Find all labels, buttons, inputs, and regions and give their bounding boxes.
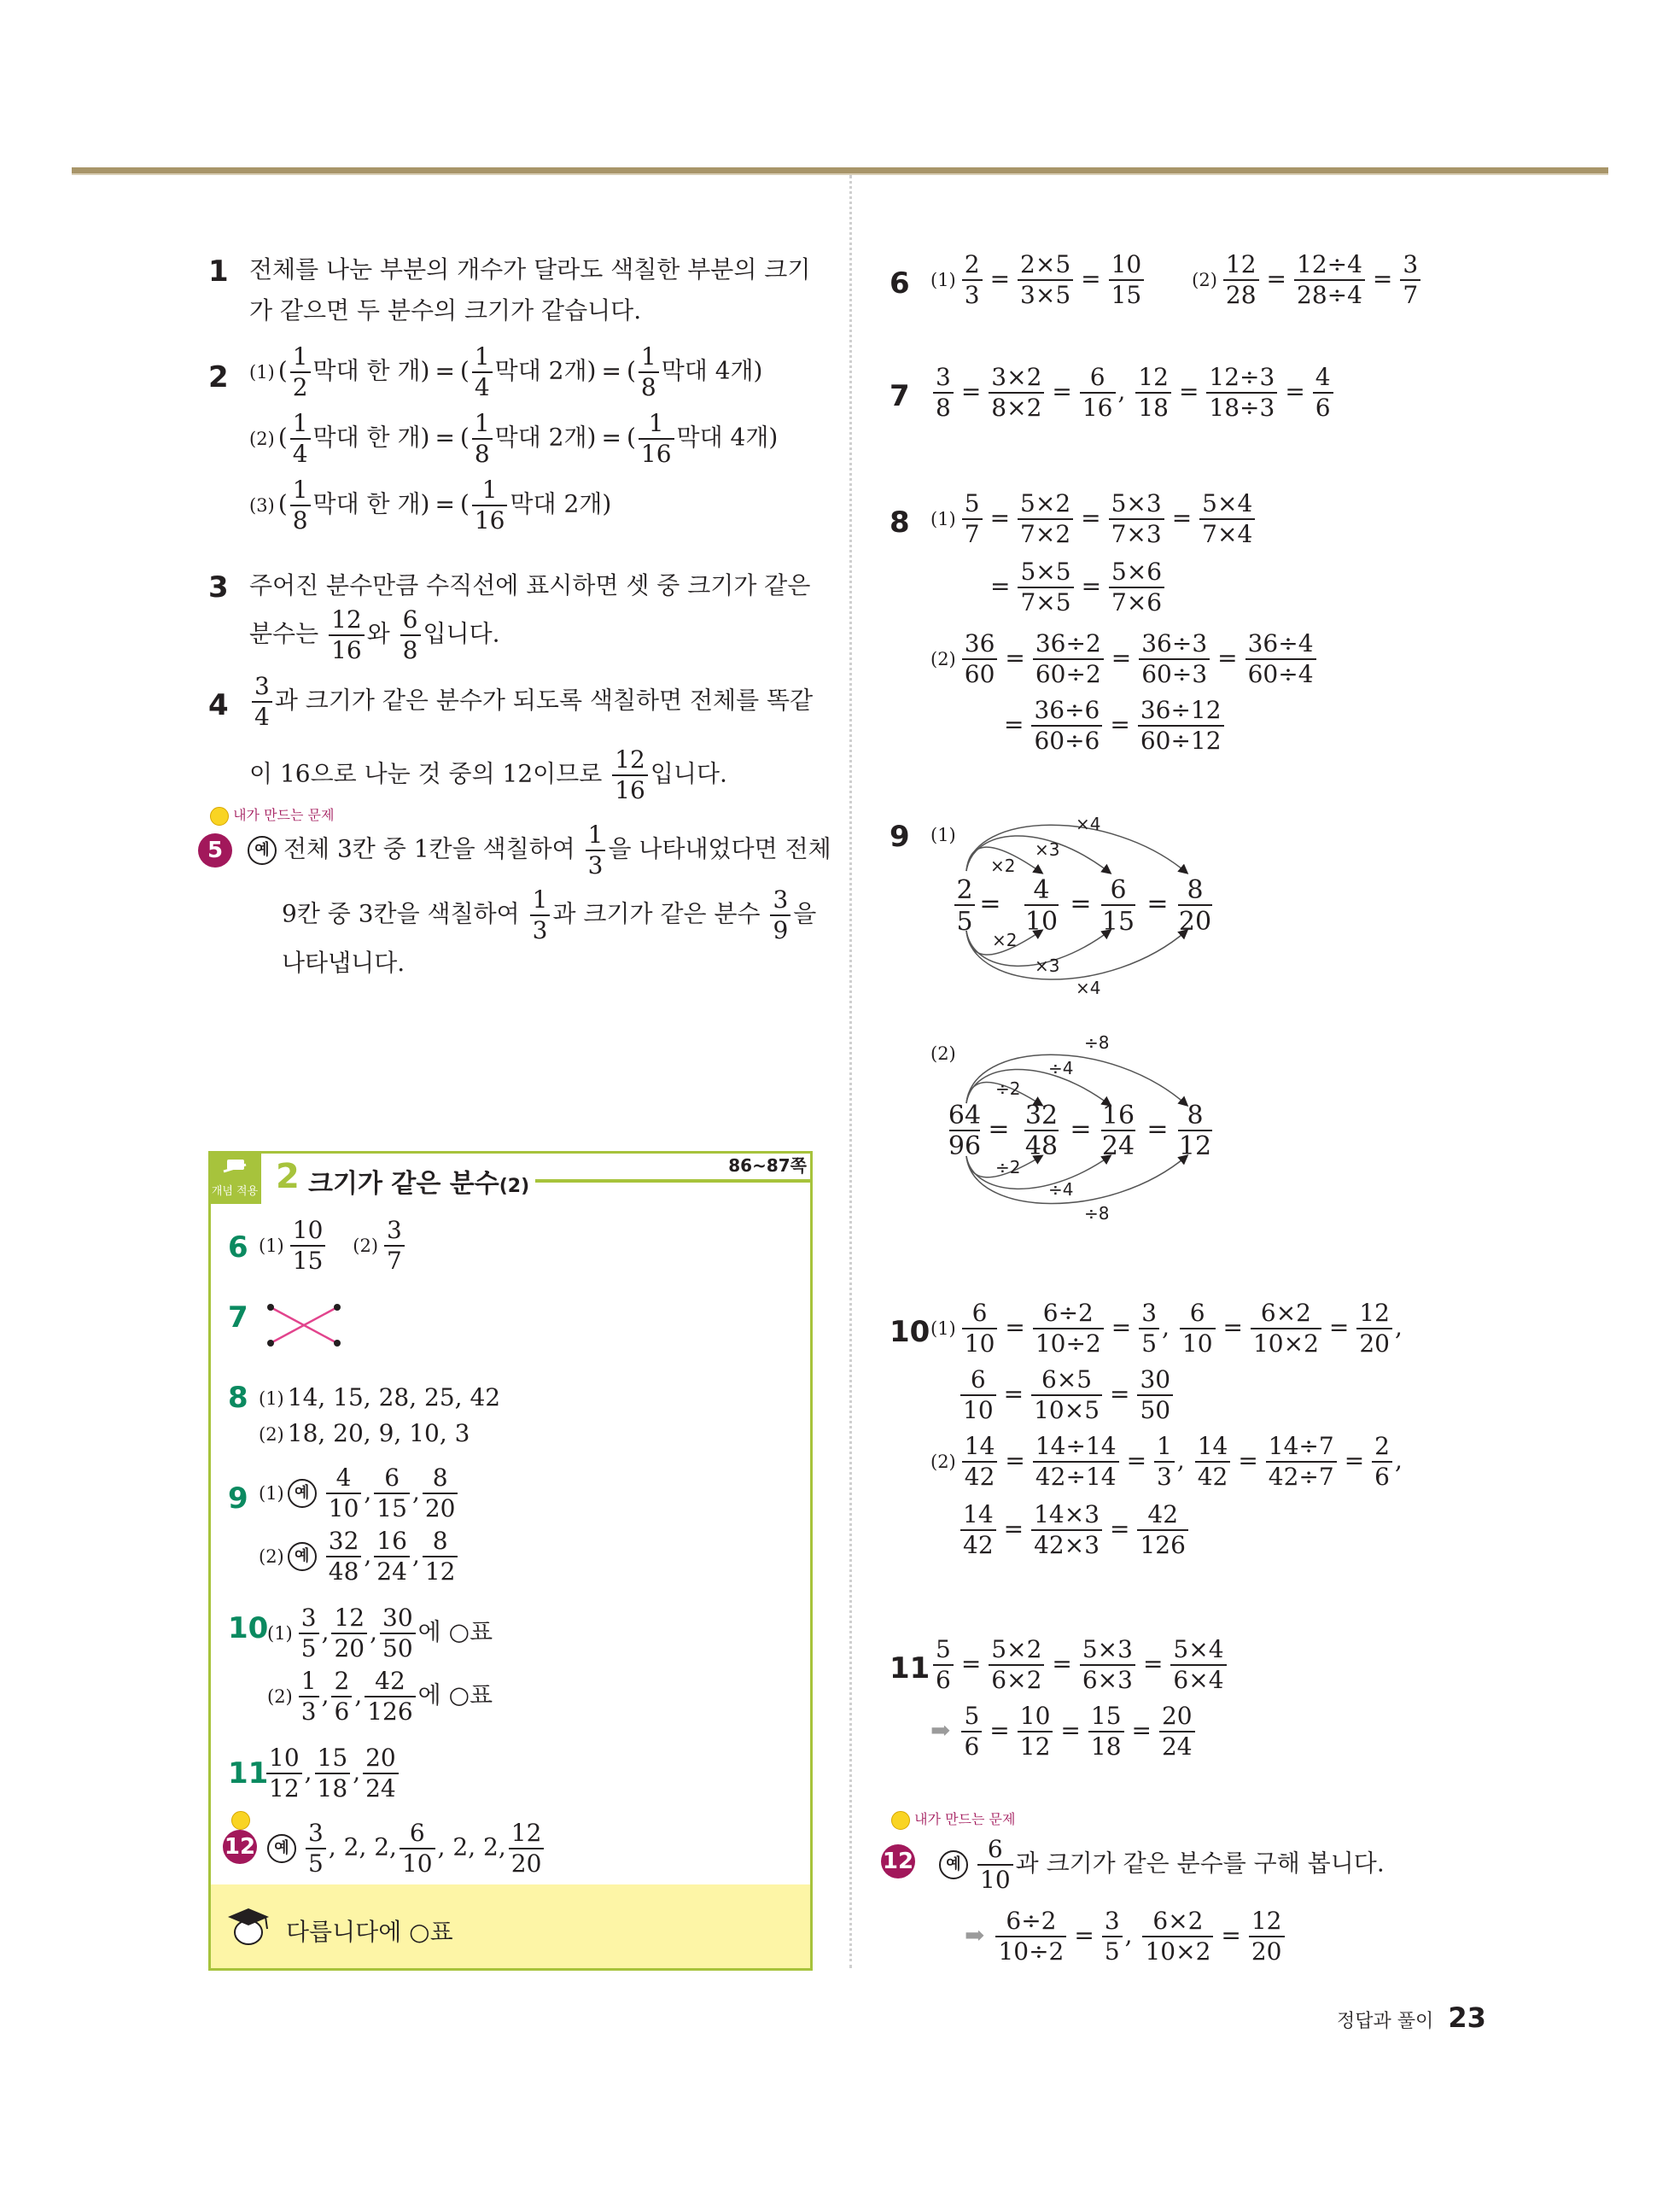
q11-row2: ➡ $\frac{5}{6}$ = $\frac{10}{12}$ = $\frac{15}{18}$ = $\frac{20}{24}$ <box>930 1704 1198 1759</box>
fraction: $\frac{3\times 2}{8\times 2}$ <box>989 365 1044 420</box>
example-mark-icon: 예 <box>248 836 277 865</box>
fraction: $\frac{12}{20}$ <box>1249 1909 1285 1964</box>
q8-number: 8 <box>890 505 910 540</box>
fraction: $\frac{12}{16}$ <box>612 748 648 803</box>
fraction: $\frac{1}{8}$ <box>290 478 311 533</box>
fraction: $\frac{5}{6}$ <box>933 1638 954 1692</box>
fraction: $\frac{6}{8}$ <box>400 608 421 663</box>
header-rule-shadow <box>72 173 1608 175</box>
q9-f1-den: 5 <box>956 907 973 937</box>
fraction: $\frac{6}{15}$ <box>374 1466 410 1521</box>
q2-row3: (3) ( $\frac{1}{8}$ 막대 한 개) = ( $\frac{1}{16}$ 막대 2개) <box>249 476 612 535</box>
a8-line2: (2) 18, 20, 9, 10, 3 <box>259 1419 470 1447</box>
q6-row: (1) $\frac{2}{3}$ = $\frac{2\times 5}{3\times 5}$ = $\frac{10}{15}$ (2) $\frac{12}{28}$ = $\frac{12\div 4}{28\div 4}$ = $\frac{3}{7}$ <box>930 253 1423 307</box>
q5-badge: 5 <box>198 833 232 868</box>
q10-row2: $\frac{6}{10}$ = $\frac{6\times 5}{10\times 5}$ = $\frac{30}{50}$ <box>958 1368 1175 1423</box>
box-title-rule <box>535 1179 810 1183</box>
fraction: $\frac{8}{12}$ <box>423 1529 458 1584</box>
fraction: $\frac{3}{4}$ <box>252 675 272 729</box>
fraction: $\frac{1}{3}$ <box>299 1669 319 1724</box>
q8-row3: (2) $\frac{36}{60}$ = $\frac{36\div 2}{60\div 2}$ = $\frac{36\div 3}{60\div 3}$ = $\frac{36\div 4}{60\div 4}$ <box>930 632 1319 687</box>
q12-tag: 내가 만드는 문제 <box>891 1808 1015 1830</box>
q12-line2: ➡ $\frac{6\div 2}{10\div 2}$ = $\frac{3}{5}$ , $\frac{6\times 2}{10\times 2}$ = $\frac{12}{20}$ <box>965 1909 1287 1964</box>
q3-line2: 분수는 $\frac{12}{16}$ 와 $\frac{6}{8}$ 입니다. <box>249 605 500 664</box>
a10-row1: (1) $\frac{3}{5}$ , $\frac{12}{20}$ , $\frac{30}{50}$ 에 ○표 <box>267 1604 493 1662</box>
q9-op-bot-x2: ×2 <box>992 930 1018 950</box>
q9-g3-num: 16 <box>1101 1101 1135 1131</box>
fraction: $\frac{3}{5}$ <box>299 1606 319 1661</box>
example-mark-icon: 예 <box>939 1850 968 1879</box>
q9-number: 9 <box>890 820 910 854</box>
a9-row2: (2) 예 $\frac{32}{48}$ , $\frac{16}{24}$ , $\frac{8}{12}$ <box>259 1529 460 1584</box>
q3-line1: 주어진 분수만큼 수직선에 표시하면 셋 중 크기가 같은 <box>249 571 811 599</box>
fraction: $\frac{1}{16}$ <box>472 478 508 533</box>
fraction: $\frac{12\div 4}{28\div 4}$ <box>1294 253 1365 307</box>
q6-number: 6 <box>890 266 910 301</box>
q9-op-top-x3: ×3 <box>1035 839 1060 860</box>
q9-op-top-d4: ÷4 <box>1048 1058 1074 1078</box>
fraction: $\frac{2\times 5}{3\times 5}$ <box>1018 253 1073 307</box>
a6-number: 6 <box>228 1230 248 1265</box>
fraction: $\frac{10}{12}$ <box>1018 1704 1053 1759</box>
q9-part2-label: (2) <box>930 1043 956 1064</box>
fraction: $\frac{5}{7}$ <box>962 492 983 546</box>
q12-line1: 예 $\frac{6}{10}$ 과 크기가 같은 분수를 구해 봅니다. <box>939 1838 1385 1892</box>
fraction: $\frac{14}{42}$ <box>960 1503 996 1557</box>
column-divider <box>849 175 852 1968</box>
q9-op-top-x4: ×4 <box>1076 814 1101 834</box>
q5-line3: 나타냅니다. <box>282 949 405 977</box>
q9-f3-den: 15 <box>1101 907 1135 937</box>
q10-number: 10 <box>890 1315 930 1349</box>
fraction: $\frac{12}{20}$ <box>1356 1301 1392 1356</box>
a12-smile <box>231 1811 250 1830</box>
smile-icon <box>210 807 229 826</box>
fraction: $\frac{6}{10}$ <box>400 1821 435 1876</box>
fraction: $\frac{4}{10}$ <box>326 1466 362 1521</box>
fraction: $\frac{20}{24}$ <box>363 1746 399 1801</box>
fraction: $\frac{10}{15}$ <box>290 1218 326 1273</box>
fraction: $\frac{5\times 2}{6\times 2}$ <box>989 1638 1044 1692</box>
q9-diagram1 <box>939 811 1246 1008</box>
q2-row2: (2) ( $\frac{1}{4}$ 막대 한 개) = ( $\frac{1}{8}$ 막대 2개) = ( $\frac{1}{16}$ 막대 4개) <box>249 409 779 468</box>
q7-row: $\frac{3}{8}$ = $\frac{3\times 2}{8\times 2}$ = $\frac{6}{16}$ , $\frac{12}{18}$ = $\frac{12\div 3}{18\div 3}$ = $\frac{4}{6}$ <box>930 365 1336 420</box>
box-header <box>211 1154 810 1201</box>
q7-number: 7 <box>890 379 910 413</box>
fraction: $\frac{3}{5}$ <box>1102 1909 1123 1964</box>
fraction: $\frac{12}{28}$ <box>1223 253 1259 307</box>
box-footer <box>211 1884 810 1968</box>
fraction: $\frac{14\div 7}{42\div 7}$ <box>1266 1434 1337 1489</box>
fraction: $\frac{2}{3}$ <box>962 253 983 307</box>
fraction: $\frac{1}{3}$ <box>530 888 551 943</box>
fraction: $\frac{6}{10}$ <box>1180 1301 1216 1356</box>
fraction: $\frac{14}{42}$ <box>962 1434 998 1489</box>
box-pages: 86~87쪽 <box>728 1155 807 1176</box>
fraction: $\frac{6\div 2}{10\div 2}$ <box>1033 1301 1104 1356</box>
q1-number: 1 <box>208 254 229 289</box>
fraction: $\frac{16}{24}$ <box>374 1529 410 1584</box>
fraction: $\frac{6\times 2}{10\times 2}$ <box>1251 1301 1321 1356</box>
a11-number: 11 <box>228 1756 269 1791</box>
q11-row1: $\frac{5}{6}$ = $\frac{5\times 2}{6\times 2}$ = $\frac{5\times 3}{6\times 3}$ = $\frac{5\times 4}{6\times 4}$ <box>930 1638 1229 1692</box>
fraction: $\frac{2}{6}$ <box>1372 1434 1392 1489</box>
fraction: $\frac{1}{4}$ <box>472 345 493 400</box>
arrow-right-icon: ➡ <box>965 1920 985 1949</box>
a6-answer: (1) $\frac{10}{15}$ (2) $\frac{3}{7}$ <box>259 1218 407 1273</box>
fraction: $\frac{3}{8}$ <box>933 365 954 420</box>
q9-op-top-d2: ÷2 <box>995 1078 1021 1099</box>
q8-row4: = $\frac{36\div 6}{60\div 6}$ = $\frac{36\div 12}{60\div 12}$ <box>999 698 1227 753</box>
fraction: $\frac{1}{2}$ <box>290 345 311 400</box>
fraction: $\frac{30}{50}$ <box>380 1606 416 1661</box>
q8-row2: = $\frac{5\times 5}{7\times 5}$ = $\frac{5\times 6}{7\times 6}$ <box>985 560 1167 615</box>
fraction: $\frac{42}{126}$ <box>1137 1503 1187 1557</box>
a9-row1: (1) 예 $\frac{4}{10}$ , $\frac{6}{15}$ , $\frac{8}{20}$ <box>259 1466 460 1521</box>
q9-op-top-d8: ÷8 <box>1084 1032 1110 1053</box>
fraction: $\frac{36\div 3}{60\div 3}$ <box>1139 632 1210 687</box>
fraction: $\frac{6}{10}$ <box>977 1838 1013 1892</box>
q9-eq6: = <box>1146 1114 1169 1144</box>
fraction: $\frac{5}{6}$ <box>961 1704 982 1759</box>
q10-row4: $\frac{14}{42}$ = $\frac{14\times 3}{42\times 3}$ = $\frac{42}{126}$ <box>958 1503 1191 1557</box>
fraction: $\frac{6\div 2}{10\div 2}$ <box>995 1909 1066 1964</box>
arrow-right-icon: ➡ <box>930 1715 951 1744</box>
fraction: $\frac{20}{24}$ <box>1159 1704 1195 1759</box>
q10-row3: (2) $\frac{14}{42}$ = $\frac{14\div 14}{42\div 14}$ = $\frac{1}{3}$ , $\frac{14}{42}$ = $\frac{14\div 7}{42\div 7}$ = $\frac{2}{6}$ , <box>930 1432 1403 1491</box>
q9-diagram2 <box>939 1028 1246 1230</box>
fraction: $\frac{3}{9}$ <box>770 888 790 943</box>
fraction: $\frac{30}{50}$ <box>1137 1368 1173 1423</box>
fraction: $\frac{5\times 5}{7\times 5}$ <box>1018 560 1073 615</box>
q9-g1-den: 96 <box>948 1131 982 1161</box>
fraction: $\frac{6}{16}$ <box>1080 365 1116 420</box>
fraction: $\frac{14\div 14}{42\div 14}$ <box>1033 1434 1119 1489</box>
fraction: $\frac{6\times 2}{10\times 2}$ <box>1142 1909 1213 1964</box>
fraction: $\frac{36\div 4}{60\div 4}$ <box>1245 632 1316 687</box>
fraction: $\frac{5\times 3}{7\times 3}$ <box>1109 492 1164 546</box>
smile-icon <box>231 1811 250 1830</box>
fraction: $\frac{1}{3}$ <box>586 823 606 878</box>
q9-arc-top-d4 <box>966 1069 1110 1105</box>
fraction: $\frac{1}{8}$ <box>472 412 493 466</box>
q9-g3-den: 24 <box>1101 1131 1135 1161</box>
q5-line2: 9칸 중 3칸을 색칠하여 $\frac{1}{3}$ 과 크기가 같은 분수 $\frac{3}{9}$ 을 <box>282 885 817 944</box>
q9-op-bot-d2: ÷2 <box>995 1157 1021 1177</box>
q4-line2: 이 16으로 나눈 것 중의 12이므로 $\frac{12}{16}$ 입니다. <box>249 745 727 804</box>
fraction: $\frac{3}{7}$ <box>1400 253 1420 307</box>
fraction: $\frac{12}{20}$ <box>331 1606 367 1661</box>
fraction: $\frac{3}{5}$ <box>1139 1301 1159 1356</box>
fraction: $\frac{36\div 2}{60\div 2}$ <box>1033 632 1104 687</box>
fraction: $\frac{1}{8}$ <box>639 345 659 400</box>
fraction: $\frac{15}{18}$ <box>315 1746 351 1801</box>
pencil-icon <box>208 1153 261 1178</box>
fraction: $\frac{14}{42}$ <box>1195 1434 1231 1489</box>
fraction: $\frac{42}{126}$ <box>365 1669 415 1724</box>
q9-g4-den: 12 <box>1178 1131 1212 1161</box>
fraction: $\frac{10}{15}$ <box>1109 253 1145 307</box>
q4-number: 4 <box>208 688 229 722</box>
q1-line2: 가 같으면 두 분수의 크기가 같습니다. <box>249 296 642 324</box>
footer-label: 정답과 풀이 <box>1337 2011 1434 2032</box>
q9-g2-num: 32 <box>1024 1101 1059 1131</box>
page-footer <box>1337 2001 1486 2034</box>
q9-eq5: = <box>1070 1114 1092 1144</box>
box-footer-text: 다릅니다에 ○표 <box>286 1918 453 1946</box>
q1-line1: 전체를 나눈 부분의 개수가 달라도 색칠한 부분의 크기 <box>249 255 811 283</box>
fraction: $\frac{1}{3}$ <box>1154 1434 1175 1489</box>
q8-row1: (1) $\frac{5}{7}$ = $\frac{5\times 2}{7\times 2}$ = $\frac{5\times 3}{7\times 3}$ = $\frac{5\times 4}{7\times 4}$ <box>930 492 1257 546</box>
q2-row1: (1) ( $\frac{1}{2}$ 막대 한 개) = ( $\frac{1}{4}$ 막대 2개) = ( $\frac{1}{8}$ 막대 4개) <box>249 342 763 401</box>
fraction: $\frac{6}{10}$ <box>960 1368 996 1423</box>
fraction: $\frac{4}{6}$ <box>1313 365 1333 420</box>
q9-op-bot-d8: ÷8 <box>1084 1203 1110 1224</box>
fraction: $\frac{1}{4}$ <box>290 412 311 466</box>
q9-op-top-x2: ×2 <box>990 856 1016 876</box>
q9-eq3: = <box>1146 889 1169 919</box>
q9-op-bot-x3: ×3 <box>1035 955 1060 976</box>
fraction: $\frac{32}{48}$ <box>326 1529 362 1584</box>
fraction: $\frac{15}{18}$ <box>1088 1704 1124 1759</box>
q9-g2-den: 48 <box>1024 1131 1059 1161</box>
fraction: $\frac{12\div 3}{18\div 3}$ <box>1206 365 1277 420</box>
a11-answer: $\frac{10}{12}$ , $\frac{15}{18}$ , $\frac{20}{24}$ <box>264 1746 401 1801</box>
q11-number: 11 <box>890 1651 930 1686</box>
q9-eq1: = <box>979 889 1001 919</box>
a8-line1: (1) 14, 15, 28, 25, 42 <box>259 1383 501 1411</box>
example-mark-icon: 예 <box>288 1542 317 1571</box>
q5-line1: 예 전체 3칸 중 1칸을 색칠하여 $\frac{1}{3}$ 을 나타내었다면 전체 <box>248 823 831 878</box>
fraction: $\frac{1}{16}$ <box>639 412 674 466</box>
a8-number: 8 <box>228 1381 248 1415</box>
fraction: $\frac{12}{18}$ <box>1135 365 1171 420</box>
box-section-number: 2 <box>276 1157 300 1196</box>
q10-row1: (1) $\frac{6}{10}$ = $\frac{6\div 2}{10\div 2}$ = $\frac{3}{5}$ , $\frac{6}{10}$ = $\frac{6\times 2}{10\times 2}$ = $\frac{12}{20}$ , <box>930 1299 1403 1358</box>
fraction: $\frac{5\times 6}{7\times 6}$ <box>1109 560 1164 615</box>
q9-eq4: = <box>988 1114 1010 1144</box>
a9-number: 9 <box>228 1481 248 1516</box>
q9-f2-den: 10 <box>1024 907 1059 937</box>
a12-answer: 예 $\frac{3}{5}$ , 2, 2, $\frac{6}{10}$ , 2, 2, $\frac{12}{20}$ <box>267 1821 546 1876</box>
fraction: $\frac{10}{12}$ <box>266 1746 302 1801</box>
fraction: $\frac{6}{10}$ <box>962 1301 998 1356</box>
a10-row2: (2) $\frac{1}{3}$ , $\frac{2}{6}$ , $\frac{42}{126}$ 에 ○표 <box>267 1667 493 1726</box>
q9-f4-den: 20 <box>1178 907 1212 937</box>
fraction: $\frac{5\times 4}{6\times 4}$ <box>1170 1638 1226 1692</box>
header-rule <box>72 167 1608 173</box>
q9-op-bot-x4: ×4 <box>1076 978 1101 998</box>
q12-badge: 12 <box>881 1844 915 1878</box>
a7-cross-lines <box>262 1300 347 1352</box>
q9-eq2: = <box>1070 889 1092 919</box>
example-mark-icon: 예 <box>288 1479 317 1508</box>
q9-f1-num: 2 <box>956 875 973 905</box>
box-title: 크기가 같은 분수(2) <box>308 1169 530 1199</box>
q9-part1-label: (1) <box>930 825 956 845</box>
fraction: $\frac{3}{7}$ <box>384 1218 405 1273</box>
q2-number: 2 <box>208 360 229 394</box>
q9-op-bot-d4: ÷4 <box>1048 1179 1074 1200</box>
fraction: $\frac{2}{6}$ <box>331 1669 352 1724</box>
box-tag: 개념 적용 <box>208 1151 261 1204</box>
a12-badge: 12 <box>223 1830 257 1864</box>
example-mark-icon: 예 <box>267 1834 296 1863</box>
q9-f3-num: 6 <box>1110 875 1127 905</box>
smile-icon <box>891 1811 910 1830</box>
page-number: 23 <box>1448 2001 1486 2034</box>
q9-f2-num: 4 <box>1033 875 1050 905</box>
fraction: $\frac{5\times 2}{7\times 2}$ <box>1018 492 1073 546</box>
fraction: $\frac{12}{20}$ <box>509 1821 545 1876</box>
fraction: $\frac{5\times 3}{6\times 3}$ <box>1080 1638 1135 1692</box>
q9-g4-num: 8 <box>1187 1101 1204 1131</box>
q9-g1-num: 64 <box>948 1101 982 1131</box>
fraction: $\frac{8}{20}$ <box>423 1466 458 1521</box>
q9-f4-num: 8 <box>1187 875 1204 905</box>
a7-number: 7 <box>228 1300 248 1335</box>
graduation-cap-icon <box>225 1905 272 1948</box>
fraction: $\frac{5\times 4}{7\times 4}$ <box>1199 492 1255 546</box>
fraction: $\frac{36}{60}$ <box>962 632 998 687</box>
fraction: $\frac{36\div 6}{60\div 6}$ <box>1031 698 1102 753</box>
fraction: $\frac{14\times 3}{42\times 3}$ <box>1031 1503 1102 1557</box>
fraction: $\frac{3}{5}$ <box>306 1821 326 1876</box>
a10-number: 10 <box>228 1611 269 1645</box>
fraction: $\frac{6\times 5}{10\times 5}$ <box>1031 1368 1102 1423</box>
fraction: $\frac{36\div 12}{60\div 12}$ <box>1138 698 1224 753</box>
q4-line1: $\frac{3}{4}$ 과 크기가 같은 분수가 되도록 색칠하면 전체를 똑같 <box>249 675 813 729</box>
fraction: $\frac{12}{16}$ <box>329 608 365 663</box>
q3-number: 3 <box>208 570 229 605</box>
q5-tag: 내가 만드는 문제 <box>210 804 334 826</box>
concept-answer-box <box>208 1151 813 1971</box>
